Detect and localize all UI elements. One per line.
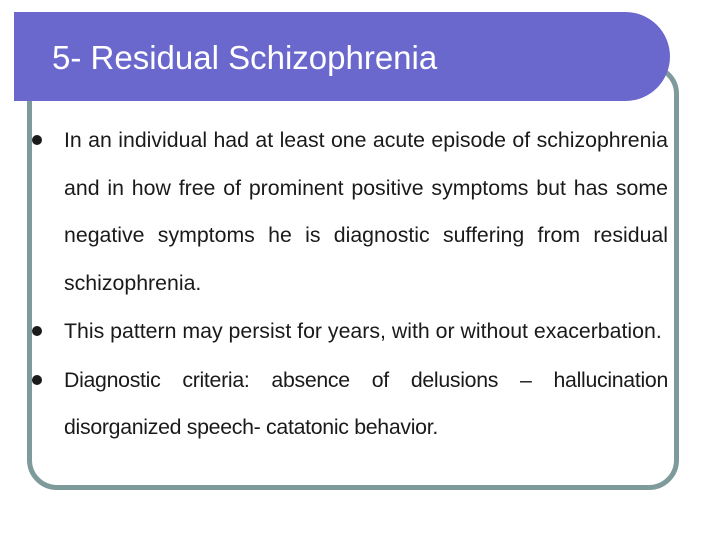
bullet-text: In an individual had at least one acute episode of schizophrenia and in how free of prominent positive symptoms but has some negative symptoms he is diagnostic suffering from residual schizophrenia.: [64, 128, 668, 295]
bullet-icon: [32, 135, 42, 145]
bullet-list: [32, 117, 668, 452]
bullet-text: This pattern may persist for years, with or without exacerbation.: [64, 319, 662, 343]
title-banner: [14, 12, 670, 101]
bullet-icon: [32, 375, 42, 385]
bullet-item: [32, 117, 668, 307]
bullet-icon: [32, 326, 42, 336]
bullet-item: [32, 357, 668, 452]
slide-title: 5- Residual Schizophrenia: [52, 39, 438, 76]
bullet-item: [32, 308, 668, 356]
title-underline: [35, 103, 651, 107]
bullet-text: Diagnostic criteria: absence of delusions – hallucination disorganized speech- catatonic behavior.: [64, 367, 668, 439]
